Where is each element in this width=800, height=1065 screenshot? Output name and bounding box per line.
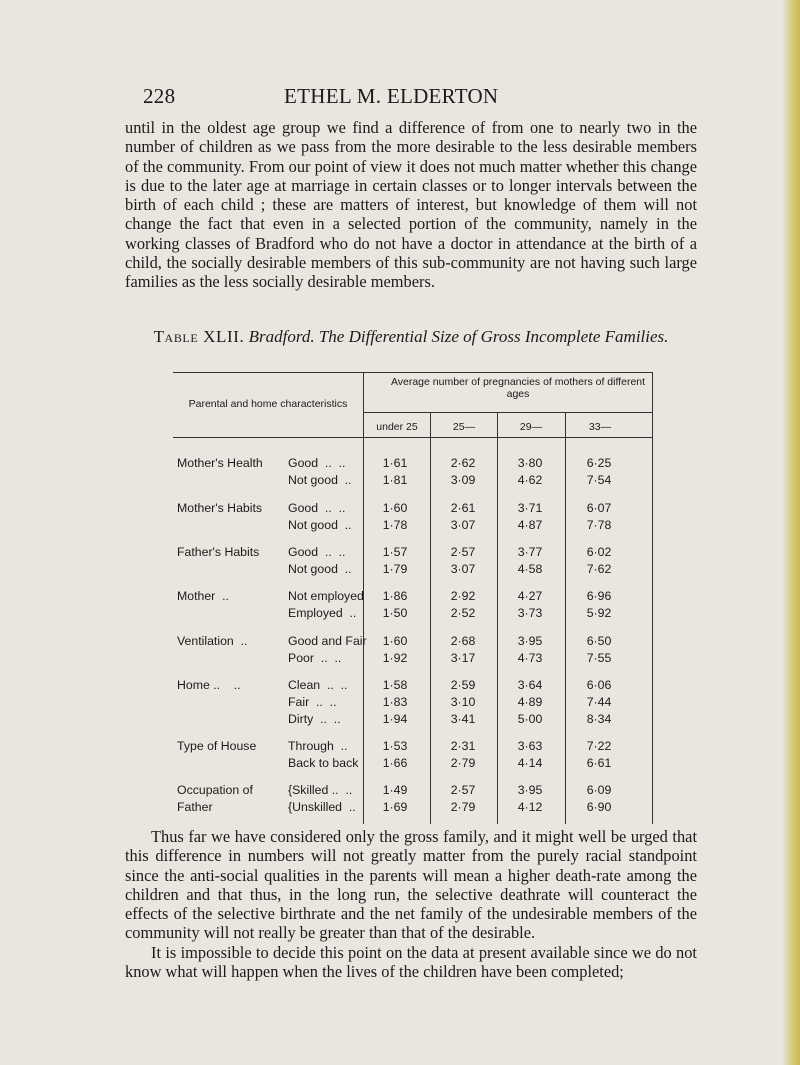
table-row bbox=[173, 518, 653, 534]
table-cell: 3·63 bbox=[517, 739, 543, 753]
table-cell: 4·62 bbox=[517, 473, 543, 487]
row-group-label: Mother .. bbox=[177, 589, 229, 603]
table-cell: 1·79 bbox=[382, 562, 408, 576]
running-author: ETHEL M. ELDERTON bbox=[284, 84, 499, 108]
table-cell: 4·14 bbox=[517, 756, 543, 770]
table-row bbox=[173, 545, 653, 561]
row-level-label: {Skilled .. .. bbox=[288, 783, 353, 797]
paragraph-text: It is impossible to decide this point on the data at present available since we do not know what will happen when the lives of the children have been completed; bbox=[125, 942, 697, 982]
table-cell: 6·09 bbox=[586, 783, 612, 797]
table-row bbox=[173, 606, 653, 622]
table-row bbox=[173, 589, 653, 605]
table-cell: 7·44 bbox=[586, 695, 612, 709]
table-cell: 2·31 bbox=[450, 739, 476, 753]
table-cell: 6·61 bbox=[586, 756, 612, 770]
column-header: under 25 bbox=[376, 421, 418, 433]
table-cell: 1·60 bbox=[382, 501, 408, 515]
table-cell: 3·10 bbox=[450, 695, 476, 709]
table-row bbox=[173, 456, 653, 472]
table-cell: 8·34 bbox=[586, 712, 612, 726]
table-cell: 2·57 bbox=[450, 545, 476, 559]
table-cell: 1·60 bbox=[382, 634, 408, 648]
table-cell: 1·69 bbox=[382, 800, 408, 814]
table-cell: 3·41 bbox=[450, 712, 476, 726]
table-cell: 2·79 bbox=[450, 756, 476, 770]
table-cell: 4·12 bbox=[517, 800, 543, 814]
table-cell: 1·58 bbox=[382, 678, 408, 692]
table-cell: 6·96 bbox=[586, 589, 612, 603]
column-header: 29— bbox=[519, 421, 543, 433]
table-cell: 3·95 bbox=[517, 634, 543, 648]
row-group-label: Home .. .. bbox=[177, 678, 241, 692]
table-rule-subheader bbox=[363, 412, 653, 413]
table-cell: 1·94 bbox=[382, 712, 408, 726]
table-cell: 3·77 bbox=[517, 545, 543, 559]
table-cell: 2·52 bbox=[450, 606, 476, 620]
table-cell: 6·50 bbox=[586, 634, 612, 648]
page-number: 228 bbox=[143, 84, 176, 108]
table-cell: 2·57 bbox=[450, 783, 476, 797]
table-cell: 2·61 bbox=[450, 501, 476, 515]
page-edge bbox=[782, 0, 800, 1065]
table-cell: 1·78 bbox=[382, 518, 408, 532]
table-row bbox=[173, 634, 653, 650]
table-cell: 2·79 bbox=[450, 800, 476, 814]
table-cell: 1·86 bbox=[382, 589, 408, 603]
row-level-label: Not good .. bbox=[288, 518, 352, 532]
row-level-label: Through .. bbox=[288, 739, 348, 753]
table-row bbox=[173, 756, 653, 772]
row-level-label: {Unskilled .. bbox=[288, 800, 356, 814]
row-level-label: Not good .. bbox=[288, 473, 352, 487]
table-cell: 4·89 bbox=[517, 695, 543, 709]
row-header: Parental and home characteristics bbox=[188, 398, 348, 410]
table-caption bbox=[125, 327, 697, 347]
table-cell: 3·09 bbox=[450, 473, 476, 487]
row-level-label: Employed .. bbox=[288, 606, 357, 620]
row-level-label: Not employed bbox=[288, 589, 364, 603]
table-cell: 1·53 bbox=[382, 739, 408, 753]
running-header bbox=[143, 84, 663, 110]
row-level-label: Dirty .. .. bbox=[288, 712, 341, 726]
row-group-label: Mother's Habits bbox=[177, 501, 263, 515]
body-paragraph-2 bbox=[125, 827, 697, 981]
table-row bbox=[173, 651, 653, 667]
table-cell: 2·59 bbox=[450, 678, 476, 692]
table-cell: 3·07 bbox=[450, 562, 476, 576]
table-cell: 1·83 bbox=[382, 695, 408, 709]
row-level-label: Fair .. .. bbox=[288, 695, 337, 709]
table-row bbox=[173, 739, 653, 755]
table-row bbox=[173, 712, 653, 728]
column-header: 33— bbox=[588, 421, 612, 433]
table-cell: 1·57 bbox=[382, 545, 408, 559]
paragraph-text: Thus far we have considered only the gross family, and it might well be urged that this difference in numbers will not greatly matter from the purely racial standpoint since the anti-social qualities in the parents will mean a higher death-rate among the children and that thus, in the long run, the selective deathrate will counteract the effects of the selective birthrate and the net family of the undesirable members of the community will not really be greater than that of the desirable. bbox=[125, 827, 697, 943]
table-cell: 1·49 bbox=[382, 783, 408, 797]
table-cell: 7·55 bbox=[586, 651, 612, 665]
table-cell: 7·22 bbox=[586, 739, 612, 753]
table-cell: 6·07 bbox=[586, 501, 612, 515]
table-cell: 6·25 bbox=[586, 456, 612, 470]
table-row bbox=[173, 501, 653, 517]
table-cell: 1·92 bbox=[382, 651, 408, 665]
table-cell: 7·62 bbox=[586, 562, 612, 576]
row-group-label: Father bbox=[177, 800, 213, 814]
table-cell: 1·66 bbox=[382, 756, 408, 770]
table-cell: 2·62 bbox=[450, 456, 476, 470]
column-header: 25— bbox=[452, 421, 476, 433]
table-row bbox=[173, 678, 653, 694]
table-cell: 6·90 bbox=[586, 800, 612, 814]
row-level-label: Poor .. .. bbox=[288, 651, 342, 665]
column-group-header: Average number of pregnancies of mothers of different ages bbox=[390, 376, 646, 400]
row-level-label: Good .. .. bbox=[288, 501, 346, 515]
row-group-label: Mother's Health bbox=[177, 456, 263, 470]
table-row bbox=[173, 783, 653, 799]
table-row bbox=[173, 695, 653, 711]
row-level-label: Good .. .. bbox=[288, 456, 346, 470]
table-rule-top bbox=[173, 372, 653, 373]
table-cell: 3·95 bbox=[517, 783, 543, 797]
table-cell: 1·61 bbox=[382, 456, 408, 470]
table-row bbox=[173, 800, 653, 816]
table-cell: 2·68 bbox=[450, 634, 476, 648]
row-group-label: Father's Habits bbox=[177, 545, 260, 559]
table-cell: 4·73 bbox=[517, 651, 543, 665]
table-row bbox=[173, 473, 653, 489]
table-cell: 7·78 bbox=[586, 518, 612, 532]
table-cell: 3·73 bbox=[517, 606, 543, 620]
table-row bbox=[173, 562, 653, 578]
table-cell: 3·80 bbox=[517, 456, 543, 470]
row-level-label: Good and Fair bbox=[288, 634, 367, 648]
table-cell: 1·50 bbox=[382, 606, 408, 620]
table-cell: 6·06 bbox=[586, 678, 612, 692]
row-level-label: Not good .. bbox=[288, 562, 352, 576]
table-label: Table XLII. bbox=[153, 327, 245, 346]
table-title: Bradford. The Differential Size of Gross Incomplete Families. bbox=[248, 327, 669, 346]
table-cell: 3·64 bbox=[517, 678, 543, 692]
row-group-label: Occupation of bbox=[177, 783, 253, 797]
row-level-label: Clean .. .. bbox=[288, 678, 348, 692]
row-level-label: Back to back bbox=[288, 756, 359, 770]
table-cell: 3·17 bbox=[450, 651, 476, 665]
row-group-label: Ventilation .. bbox=[177, 634, 248, 648]
table-cell: 3·71 bbox=[517, 501, 543, 515]
table-rule-header bbox=[173, 437, 653, 438]
table-cell: 4·27 bbox=[517, 589, 543, 603]
table-cell: 7·54 bbox=[586, 473, 612, 487]
table-cell: 4·87 bbox=[517, 518, 543, 532]
table-cell: 6·02 bbox=[586, 545, 612, 559]
row-level-label: Good .. .. bbox=[288, 545, 346, 559]
table-cell: 3·07 bbox=[450, 518, 476, 532]
table-cell: 1·81 bbox=[382, 473, 408, 487]
table-cell: 4·58 bbox=[517, 562, 543, 576]
table-cell: 2·92 bbox=[450, 589, 476, 603]
row-group-label: Type of House bbox=[177, 739, 257, 753]
data-table bbox=[173, 372, 653, 824]
paragraph-text: until in the oldest age group we find a difference of from one to nearly two in the number of children as we pass from the more desirable to the less desirable members of the community. From our point of view it does not much matter whether this change is due to the later age at marriage in certain classes or to longer intervals between the birth of each child ; these are matters of interest, but knowledge of them will not change the fact that even in a selected portion of the community, namely in the working classes of Bradford who do not have a doctor in attendance at the birth of a child, the socially desirable members of this sub-community are not having such large families as the less socially desirable members. bbox=[125, 118, 697, 292]
table-cell: 5·00 bbox=[517, 712, 543, 726]
table-cell: 5·92 bbox=[586, 606, 612, 620]
body-paragraph-1 bbox=[125, 118, 697, 292]
